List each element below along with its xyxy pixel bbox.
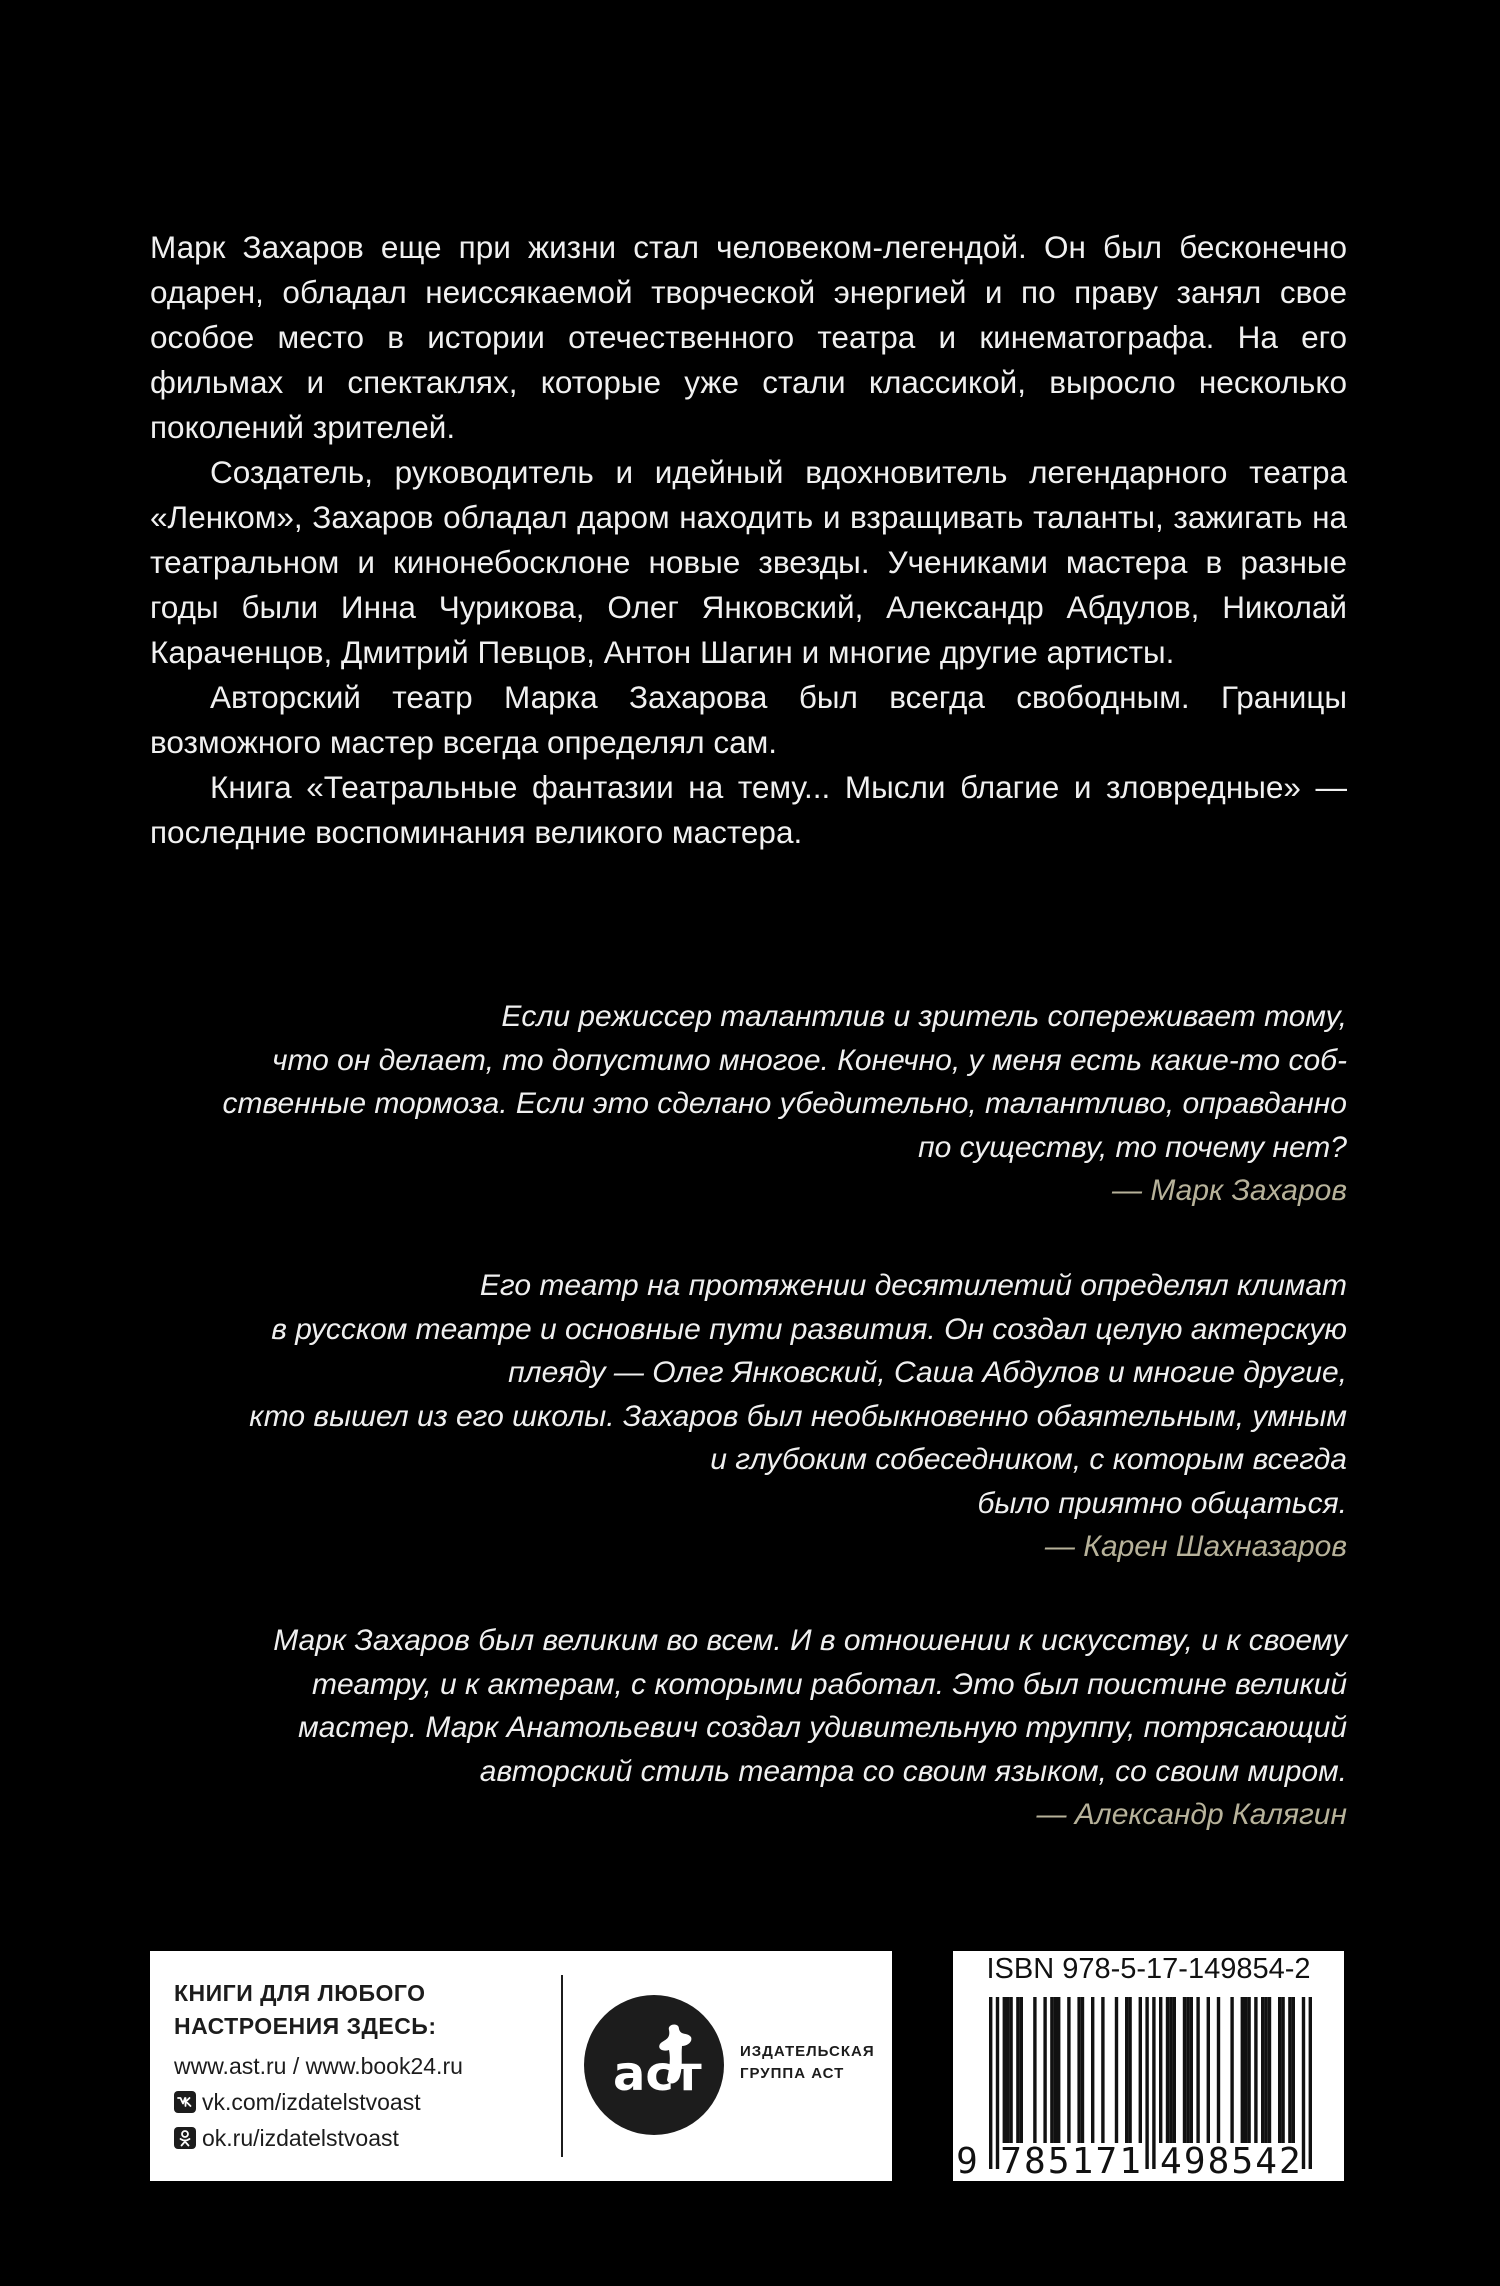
barcode-bar: [1268, 1997, 1271, 2143]
quote-author: — Марк Захаров: [1111, 1174, 1347, 1207]
odnoklassniki-icon: [174, 2127, 196, 2149]
barcode-digit: 2: [1279, 2141, 1301, 2181]
barcode-digit: 5: [1231, 2141, 1254, 2181]
ast-logo: [583, 1994, 725, 2136]
barcode-bar: [1244, 1997, 1247, 2143]
barcode-bar: [1264, 1997, 1267, 2143]
barcode-digit: 1: [1119, 2141, 1141, 2181]
barcode-digit: 4: [1160, 2141, 1182, 2181]
ok-link[interactable]: ok.ru/izdatelstvoast: [174, 2123, 399, 2153]
barcode-bar: [1254, 1997, 1257, 2143]
annotation-paragraph: Авторский театр Марка Захарова был всегда свободным. Границы возможного мастер всегда определял сам.: [150, 679, 1347, 760]
quote-shakhnazarov: [150, 1264, 1347, 1569]
barcode-bar: [1006, 1997, 1009, 2143]
barcode-bar: [1067, 1997, 1070, 2143]
logo-text: aст: [613, 2046, 702, 2102]
barcode-bar: [1081, 1997, 1084, 2143]
vk-icon: [174, 2091, 196, 2113]
annotation-paragraph: Марк Захаров еще при жизни стал человеком-легендой. Он был бесконечно одарен, обладал неиссякаемой творческой энергией и по праву занял свое особое место в истории отечественного театра и кинематографа. На его фильмах и спектаклях, которые уже стали классикой, выросло несколько поколений зрителей.: [150, 229, 1347, 445]
barcode-bar: [1278, 1997, 1281, 2143]
barcode-bar: [1003, 1997, 1006, 2143]
barcode-bar: [1020, 1997, 1023, 2143]
barcode-digit: 9: [956, 2141, 978, 2181]
barcode-digit: 9: [1183, 2141, 1206, 2181]
barcode-bar: [1281, 1997, 1284, 2143]
barcode-bar: [1247, 1997, 1250, 2143]
barcode-bar: [1091, 1997, 1094, 2143]
barcode-bar: [1207, 1997, 1210, 2143]
barcode-bar: [1115, 1997, 1118, 2143]
barcode-bar: [1309, 1997, 1312, 2169]
barcode-bar: [1159, 1997, 1162, 2143]
slogan: КНИГИ ДЛЯ ЛЮБОГО НАСТРОЕНИЯ ЗДЕСЬ:: [174, 1980, 437, 2039]
barcode-bar: [1183, 1997, 1186, 2143]
barcode-bar: [1302, 1997, 1305, 2169]
barcode-bar: [1186, 1997, 1189, 2143]
barcode-bar: [1033, 1997, 1036, 2143]
barcode-bar: [1057, 1997, 1060, 2143]
barcode-digit: 1: [1071, 2141, 1094, 2181]
barcode-digit: 4: [1255, 2141, 1277, 2181]
barcode-bar: [1050, 1997, 1053, 2143]
imprint-divider: [561, 1975, 563, 2157]
barcode-bar: [1241, 1997, 1244, 2143]
barcode-bar: [1101, 1997, 1104, 2143]
barcode-bars: [953, 1951, 1344, 2181]
barcode-bar: [1217, 1997, 1220, 2143]
barcode-bar: [1016, 1997, 1019, 2143]
barcode-bar: [1173, 1997, 1176, 2143]
barcode-bar: [1139, 1997, 1142, 2143]
vk-link[interactable]: vk.com/izdatelstvoast: [174, 2087, 421, 2117]
quote-author: — Карен Шахназаров: [1044, 1530, 1347, 1563]
barcode-bar: [1152, 1997, 1155, 2169]
annotation-paragraph: Книга «Театральные фантазии на тему... Мысли благие и зловредные» — последние воспоминания великого мастера.: [150, 769, 1347, 850]
barcode-bar: [1128, 1997, 1131, 2143]
quote-author: — Александр Калягин: [1036, 1798, 1347, 1831]
annotation-paragraph: Создатель, руководитель и идейный вдохновитель легендарного театра «Ленком», Захаров обладал даром находить и взращивать таланты, зажигать на театральном и кинонебосклоне новые звезды. Учениками мастера в разные годы были Инна Чурикова, Олег Янковский, Александр Абдулов, Николай Караченцов, Дмитрий Певцов, Антон Шагин и многие другие артисты.: [150, 454, 1347, 670]
barcode-bar: [996, 1997, 999, 2169]
barcode-bar: [1125, 1997, 1128, 2143]
barcode-bar: [1077, 1997, 1080, 2143]
barcode-bar: [1009, 1997, 1012, 2143]
barcode-bar: [989, 1997, 992, 2169]
barcode-bar: [1288, 1997, 1291, 2143]
barcode-bar: [1043, 1997, 1046, 2143]
barcode-bar: [1169, 1997, 1172, 2143]
publisher-name: ИЗДАТЕЛЬСКАЯ ГРУППА АСТ: [740, 2043, 875, 2082]
publisher-imprint: [150, 1951, 892, 2181]
annotation-text: [150, 225, 1347, 855]
barcode-bar: [1054, 1997, 1057, 2143]
barcode-digit: 7: [1095, 2141, 1118, 2181]
barcode-bar: [1230, 1997, 1233, 2143]
quote-zakharov: [150, 995, 1347, 1213]
quote-text: Его театр на протяжении десятилетий определял климат в русском театре и основные пути развития. Он создал целую актерскую плеяду — Олег Янковский, Саша Абдулов и многие другие, кто вышел из его школы. Захаров был необыкновенно обаятельным, умным и глубоким собеседником, с которым всегда было приятно общаться.: [249, 1269, 1347, 1520]
isbn-number: ISBN 978-5-17-149854-2: [986, 1953, 1311, 1985]
barcode-bar: [1190, 1997, 1193, 2143]
barcode-digit: 5: [1047, 2141, 1070, 2181]
quote-text: Если режиссер талантлив и зритель сопереживает тому, что он делает, то допустимо многое. Конечно, у меня есть какие-то соб- ственные тормоза. Если это сделано убедительно, талантливо, оправданно по существу, то почему нет?: [222, 1000, 1347, 1164]
barcode-digit: 8: [1024, 2141, 1046, 2181]
barcode-digit: 8: [1207, 2141, 1230, 2181]
barcode-bar: [1292, 1997, 1295, 2143]
website-link[interactable]: www.ast.ru / www.book24.ru: [174, 2053, 463, 2079]
barcode-bar: [1166, 1997, 1169, 2143]
barcode-bar: [1196, 1997, 1199, 2143]
quote-text: Марк Захаров был великим во всем. И в отношении к искусству, и к своему театру, и к актерам, с которыми работал. Это был поистине великий мастер. Марк Анатольевич создал удивительную труппу, потрясающий авторский стиль театра со своим языком, со своим миром.: [273, 1624, 1347, 1788]
quote-kalyagin: [150, 1619, 1347, 1837]
barcode-bar: [1145, 1997, 1148, 2169]
barcode-digit: 7: [1000, 2141, 1022, 2181]
barcode-bar: [1261, 1997, 1264, 2143]
isbn-barcode: [953, 1951, 1344, 2181]
